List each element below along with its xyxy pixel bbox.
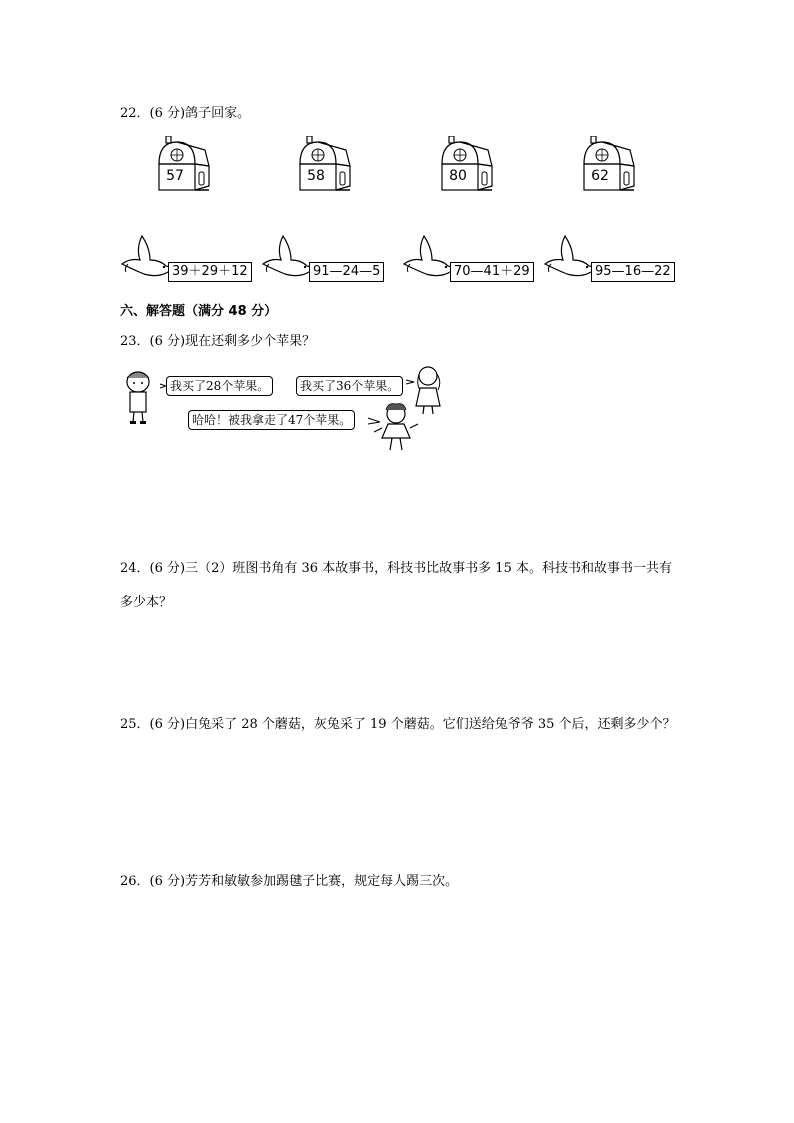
speech-bubble-boy: 我买了28个苹果。 xyxy=(166,376,273,396)
speech-bubble-girl: 我买了36个苹果。 xyxy=(296,376,403,396)
pigeon-house xyxy=(155,136,215,196)
girl-icon xyxy=(416,367,440,414)
pigeon-house xyxy=(296,136,356,196)
pigeon xyxy=(120,234,280,288)
question-24: 24．(6 分)三（2）班图书角有 36 本故事书，科技书比故事书多 15 本。科技书和故事书一共有多少本？ xyxy=(120,561,672,610)
section-title: 六、解答题（满分 48 分） xyxy=(120,304,278,319)
bird-expression: 70—41＋29 xyxy=(450,262,534,282)
apple-scene xyxy=(120,362,452,462)
speech-bubble-thief: 哈哈！被我拿走了47个苹果。 xyxy=(188,410,355,430)
question-25: 25．(6 分)白兔采了 28 个蘑菇，灰兔采了 19 个蘑菇。它们送给兔爷爷 35 个后，还剩多少个？ xyxy=(120,717,676,732)
bird-expression: 39＋29＋12 xyxy=(168,262,252,282)
bird-expression: 95—16—22 xyxy=(591,262,675,282)
pigeon xyxy=(543,234,703,288)
question-23: 23．(6 分)现在还剩多少个苹果？ xyxy=(120,334,316,349)
house-number: 58 xyxy=(307,168,325,184)
question-22: 22．(6 分)鸽子回家。 xyxy=(120,106,251,121)
house-number: 57 xyxy=(166,168,184,184)
house-number: 80 xyxy=(449,168,467,184)
house-number: 62 xyxy=(591,168,609,184)
question-26: 26．(6 分)芳芳和敏敏参加踢毽子比赛，规定每人踢三次。 xyxy=(120,874,459,889)
bird-expression: 91—24—5 xyxy=(309,262,384,282)
pigeon xyxy=(402,234,562,288)
pigeon-house xyxy=(438,136,498,196)
pigeon xyxy=(261,234,421,288)
boy-icon xyxy=(127,372,149,424)
thief-girl-icon xyxy=(374,404,418,450)
pigeon-house xyxy=(580,136,640,196)
